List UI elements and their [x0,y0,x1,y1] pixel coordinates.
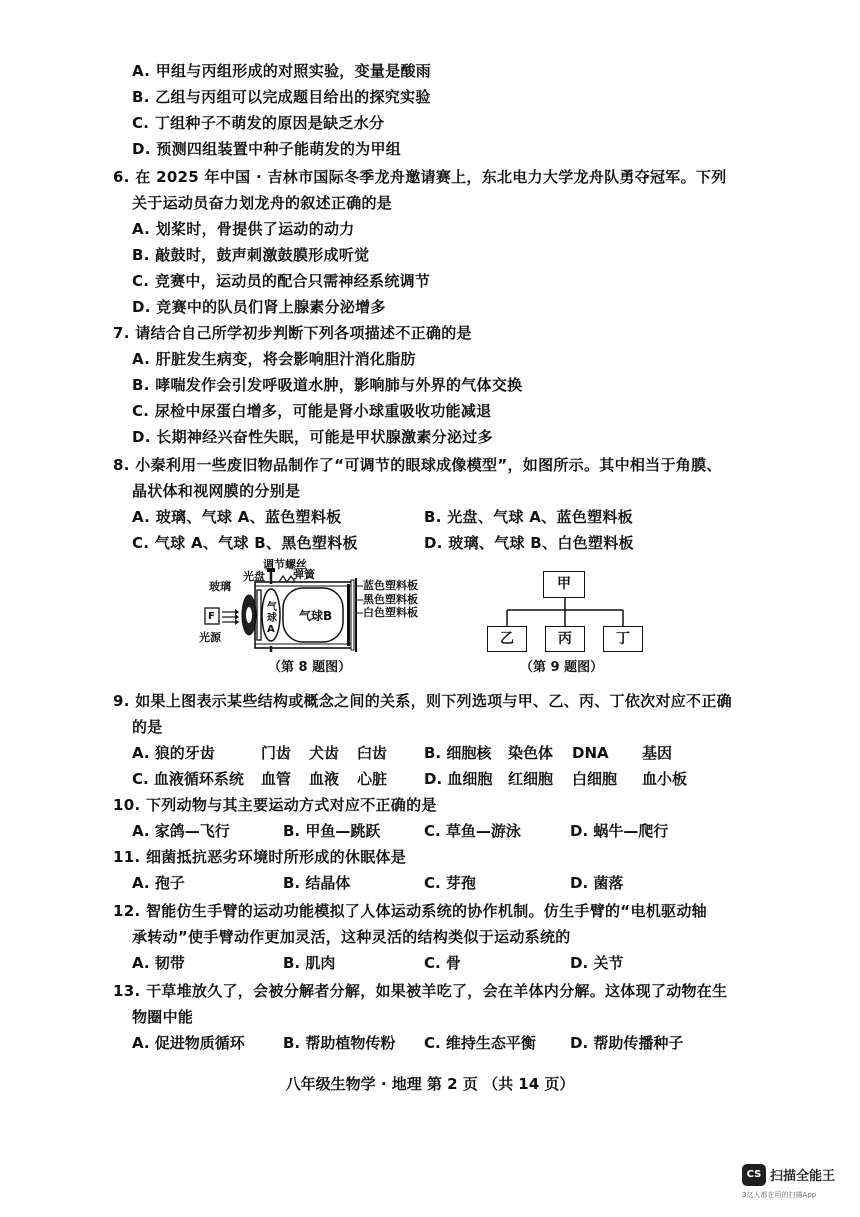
q9-b-1: 染色体 [508,744,554,762]
q9-a-label: A. 狼的牙齿 [132,744,215,762]
q5-option-c: C. 丁组种子不萌发的原因是缺乏水分 [132,114,385,132]
q5-option-a: A. 甲组与丙组形成的对照实验，变量是酸雨 [132,62,432,80]
figure-8-caption: （第 8 题图） [268,660,352,675]
q9-a-3: 臼齿 [357,744,388,762]
q13-option-b: B. 帮助植物传粉 [283,1034,396,1052]
q9-d-label: D. 血细胞 [424,770,493,788]
label-glass: 玻璃 [209,580,231,593]
label-f: F [208,611,215,622]
q9-c-label: C. 血液循环系统 [132,770,244,788]
q9-d-3: 血小板 [642,770,688,788]
q5-option-b: B. 乙组与丙组可以完成题目给出的探究实验 [132,88,431,106]
label-blue-plate: 蓝色塑料板 [363,579,418,592]
label-balloon-b: 气球B [299,609,333,623]
q10-option-a: A. 家鸽—飞行 [132,822,230,840]
q8-option-a: A. 玻璃、气球 A、蓝色塑料板 [132,508,342,526]
node-bing: 丙 [545,626,585,652]
q6-option-d: D. 竞赛中的队员们肾上腺素分泌增多 [132,298,386,316]
q7-option-a: A. 肝脏发生病变，将会影响胆汁消化脂肪 [132,350,416,368]
label-white-plate: 白色塑料板 [363,606,418,619]
q13-option-a: A. 促进物质循环 [132,1034,245,1052]
q6-stem-line2: 关于运动员奋力划龙舟的叙述正确的是 [132,194,393,212]
q11-stem: 11. 细菌抵抗恶劣环境时所形成的休眠体是 [113,848,407,866]
figure-9-caption: （第 9 题图） [520,660,604,675]
q10-option-d: D. 蜗牛—爬行 [570,822,669,840]
q7-stem: 7. 请结合自己所学初步判断下列各项描述不正确的是 [113,324,472,342]
q8-option-b: B. 光盘、气球 A、蓝色塑料板 [424,508,633,526]
q13-stem-line1: 13. 干草堆放久了，会被分解者分解，如果被羊吃了，会在羊体内分解。这体现了动物在生 [113,982,728,1000]
q9-b-3: 基因 [642,744,673,762]
q10-option-c: C. 草鱼—游泳 [424,822,521,840]
q13-stem-line2: 物圈中能 [132,1008,194,1026]
q10-stem: 10. 下列动物与其主要运动方式对应不正确的是 [113,796,437,814]
q9-stem-line2: 的是 [132,718,163,736]
q12-option-b: B. 肌肉 [283,954,336,972]
q7-option-d: D. 长期神经兴奋性失眠，可能是甲状腺激素分泌过多 [132,428,493,446]
q11-option-d: D. 菌落 [570,874,624,892]
scanner-watermark [742,1162,852,1202]
q9-d-2: 白细胞 [572,770,618,788]
node-ding: 丁 [603,626,643,652]
q6-option-c: C. 竞赛中，运动员的配合只需神经系统调节 [132,272,431,290]
q9-d-1: 红细胞 [508,770,554,788]
q6-option-a: A. 划桨时，骨提供了运动的动力 [132,220,355,238]
q13-option-c: C. 维持生态平衡 [424,1034,536,1052]
q11-option-c: C. 芽孢 [424,874,476,892]
q5-option-d: D. 预测四组装置中种子能萌发的为甲组 [132,140,402,158]
q12-option-d: D. 关节 [570,954,624,972]
q9-a-2: 犬齿 [309,744,340,762]
q8-option-c: C. 气球 A、气球 B、黑色塑料板 [132,534,358,552]
q9-c-1: 血管 [261,770,292,788]
q12-stem-line1: 12. 智能仿生手臂的运动功能模拟了人体运动系统的协作机制。仿生手臂的“电机驱动轴 [113,902,707,920]
q11-option-b: B. 结晶体 [283,874,351,892]
q12-option-a: A. 韧带 [132,954,185,972]
q9-stem-line1: 9. 如果上图表示某些结构或概念之间的关系，则下列选项与甲、乙、丙、丁依次对应不正确 [113,692,732,710]
q6-stem-line1: 6. 在 2025 年中国 · 吉林市国际冬季龙舟邀请赛上，东北电力大学龙舟队勇夺冠军。下列 [113,168,727,186]
label-balloon-a: 气球A [267,602,277,635]
watermark-subtitle: 3亿人都在用的扫描App [742,1191,817,1199]
node-jia: 甲 [543,571,585,598]
q7-option-b: B. 哮喘发作会引发呼吸道水肿，影响肺与外界的气体交换 [132,376,523,394]
q8-stem-line1: 8. 小秦利用一些废旧物品制作了“可调节的眼球成像模型”，如图所示。其中相当于角膜、 [113,456,722,474]
q9-c-3: 心脏 [357,770,388,788]
watermark-name: 扫描全能王 [770,1169,836,1184]
q12-option-c: C. 骨 [424,954,461,972]
q13-option-d: D. 帮助传播种子 [570,1034,684,1052]
label-black-plate: 黑色塑料板 [363,593,418,606]
q10-option-b: B. 甲鱼—跳跃 [283,822,381,840]
q8-option-d: D. 玻璃、气球 B、白色塑料板 [424,534,634,552]
q9-a-1: 门齿 [261,744,292,762]
label-spring: 弹簧 [293,568,315,581]
label-adjust-screw: 调节螺丝 [263,558,307,571]
q12-stem-line2: 承转动”使手臂动作更加灵活，这种灵活的结构类似于运动系统的 [132,928,571,946]
label-cd: 光盘 [243,570,265,583]
q9-b-2: DNA [572,744,609,762]
q8-stem-line2: 晶状体和视网膜的分别是 [132,482,301,500]
q7-option-c: C. 尿检中尿蛋白增多，可能是肾小球重吸收功能减退 [132,402,492,420]
q9-b-label: B. 细胞核 [424,744,492,762]
q6-option-b: B. 敲鼓时，鼓声刺激鼓膜形成听觉 [132,246,370,264]
node-yi: 乙 [487,626,527,652]
page-footer: 八年级生物学 · 地理 第 2 页 （共 14 页） [285,1075,575,1093]
camscanner-logo-icon: CS [742,1164,766,1186]
label-light-source: 光源 [199,631,221,644]
q9-c-2: 血液 [309,770,340,788]
q11-option-a: A. 孢子 [132,874,185,892]
